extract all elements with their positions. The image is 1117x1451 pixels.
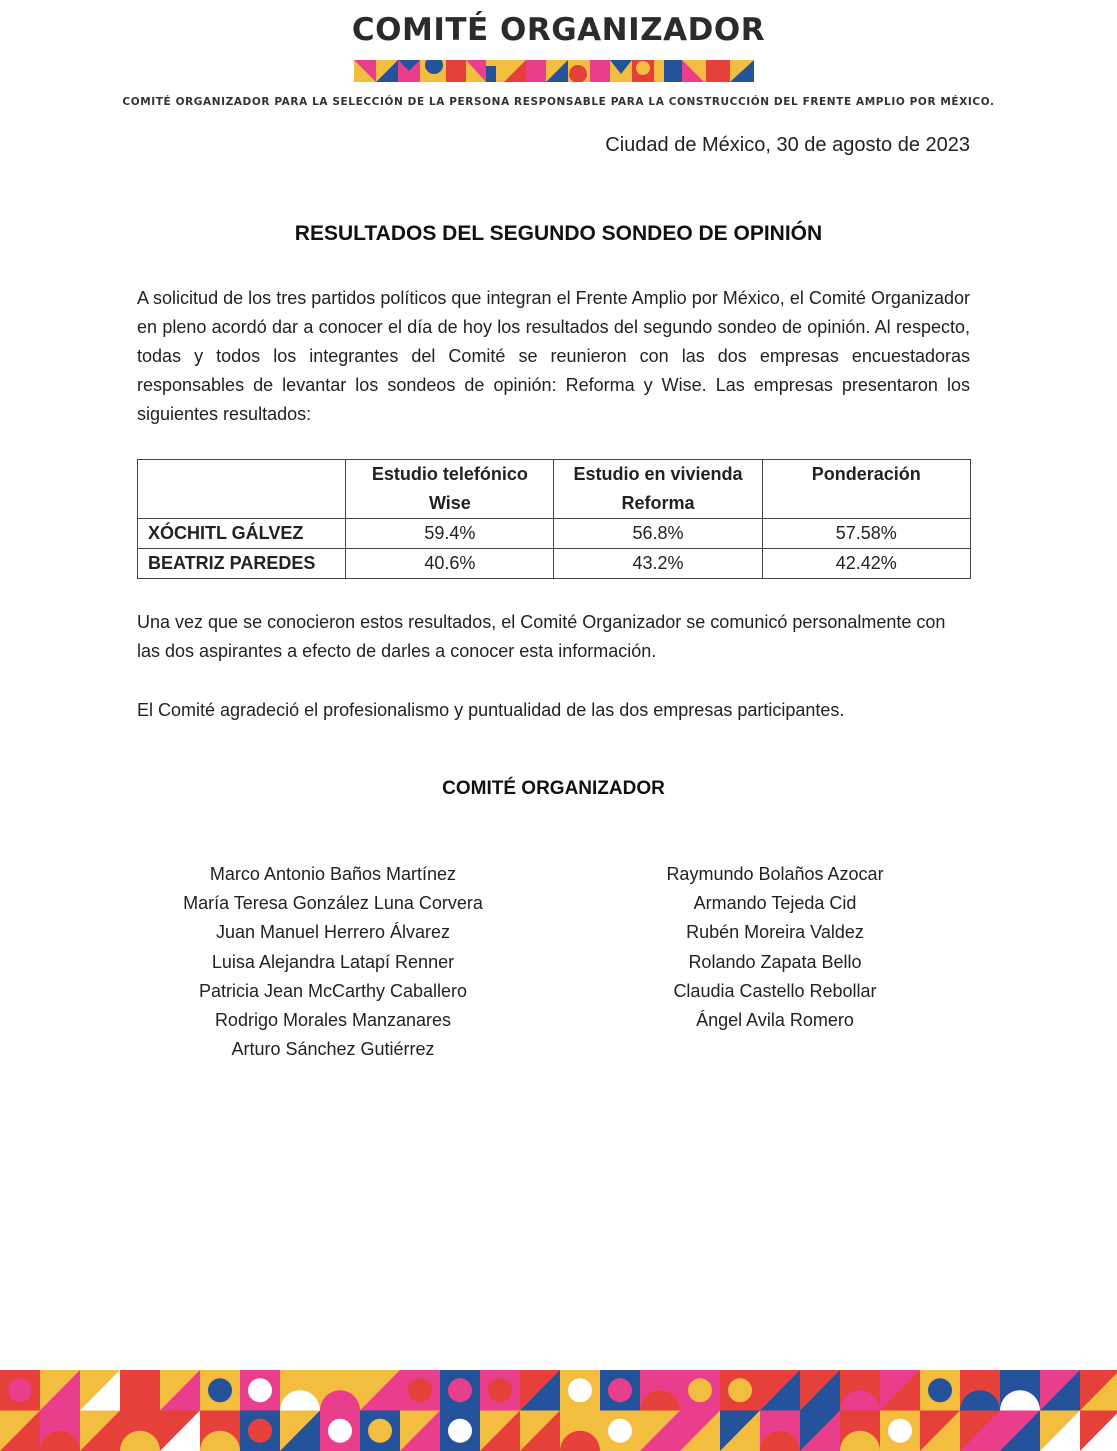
table-cell: 40.6% [346,549,554,579]
candidate-name: BEATRIZ PAREDES [138,549,346,579]
list-item: Rolando Zapata Bello [688,951,862,972]
header-line: Estudio telefónico [371,464,528,484]
list-item: Arturo Sánchez Gutiérrez [231,1039,435,1060]
member-list-left [150,860,516,1064]
table-row [138,549,971,579]
table-row [138,519,971,549]
document-date: Ciudad de México, 30 de agosto de 2023 [605,134,970,156]
list-item: Juan Manuel Herrero Álvarez [215,922,451,943]
table-header-cell [762,460,970,519]
table-cell: 59.4% [346,519,554,549]
footer-pattern-strip [0,1370,1117,1451]
table-header-cell [346,460,554,519]
list-item: Claudia Castello Rebollar [673,980,877,1001]
list-item: Marco Antonio Baños Martínez [209,864,457,884]
signature-heading: COMITÉ ORGANIZADOR [442,778,665,799]
table-cell: 56.8% [554,519,762,549]
table-header-row [138,460,971,519]
list-item: Ángel Avila Romero [696,1010,854,1031]
member-list-right [595,860,955,1035]
list-item: Rubén Moreira Valdez [686,922,864,943]
list-item: Armando Tejeda Cid [693,893,857,914]
table-cell: 57.58% [762,519,970,549]
table-header-cell [554,460,762,519]
table-cell: 43.2% [554,549,762,579]
list-item: Patricia Jean McCarthy Caballero [198,980,468,1001]
list-item: María Teresa González Luna Corvera [183,893,483,914]
document-heading: RESULTADOS DEL SEGUNDO SONDEO DE OPINIÓN [294,222,823,245]
paragraph-2: Una vez que se conocieron estos resultados, el Comité Organizador se comunicó personalmente con las dos aspirantes a efecto de darles a conocer esta información. [137,612,946,661]
paragraph-3: El Comité agradeció el profesionalismo y puntualidad de las dos empresas participantes. [137,700,845,720]
intro-paragraph: A solicitud de los tres partidos políticos que integran el Frente Amplio por México, el Comité Organizador en pleno acordó dar a conocer el día de hoy los resultados del segundo sondeo de opinión. Al respecto, todas y todos los integrantes del Comité se reunieron con las dos empresas encuestadoras responsables de levantar los sondeos de opinión: Reforma y Wise. Las empresas presentaron los siguientes resultados: [137,288,970,424]
header-line: Ponderación [811,464,921,484]
table-header-cell [138,460,346,519]
list-item: Rodrigo Morales Manzanares [214,1010,452,1031]
candidate-name: XÓCHITL GÁLVEZ [138,519,346,549]
header-subtitle: COMITÉ ORGANIZADOR PARA LA SELECCIÓN DE LA PERSONA RESPONSABLE PARA LA CONSTRUCCIÓN DEL FRENTE AMPLIO POR MÉXICO. [122,96,995,108]
header-title: COMITÉ ORGANIZADOR [351,12,766,48]
header-line: Wise [428,493,471,513]
header-line: Reforma [621,493,695,513]
header-pattern-strip [354,60,754,82]
header-line: Estudio en vivienda [573,464,743,484]
results-table [137,459,971,579]
list-item: Raymundo Bolaños Azocar [666,864,884,884]
table-cell: 42.42% [762,549,970,579]
list-item: Luisa Alejandra Latapí Renner [211,951,455,972]
